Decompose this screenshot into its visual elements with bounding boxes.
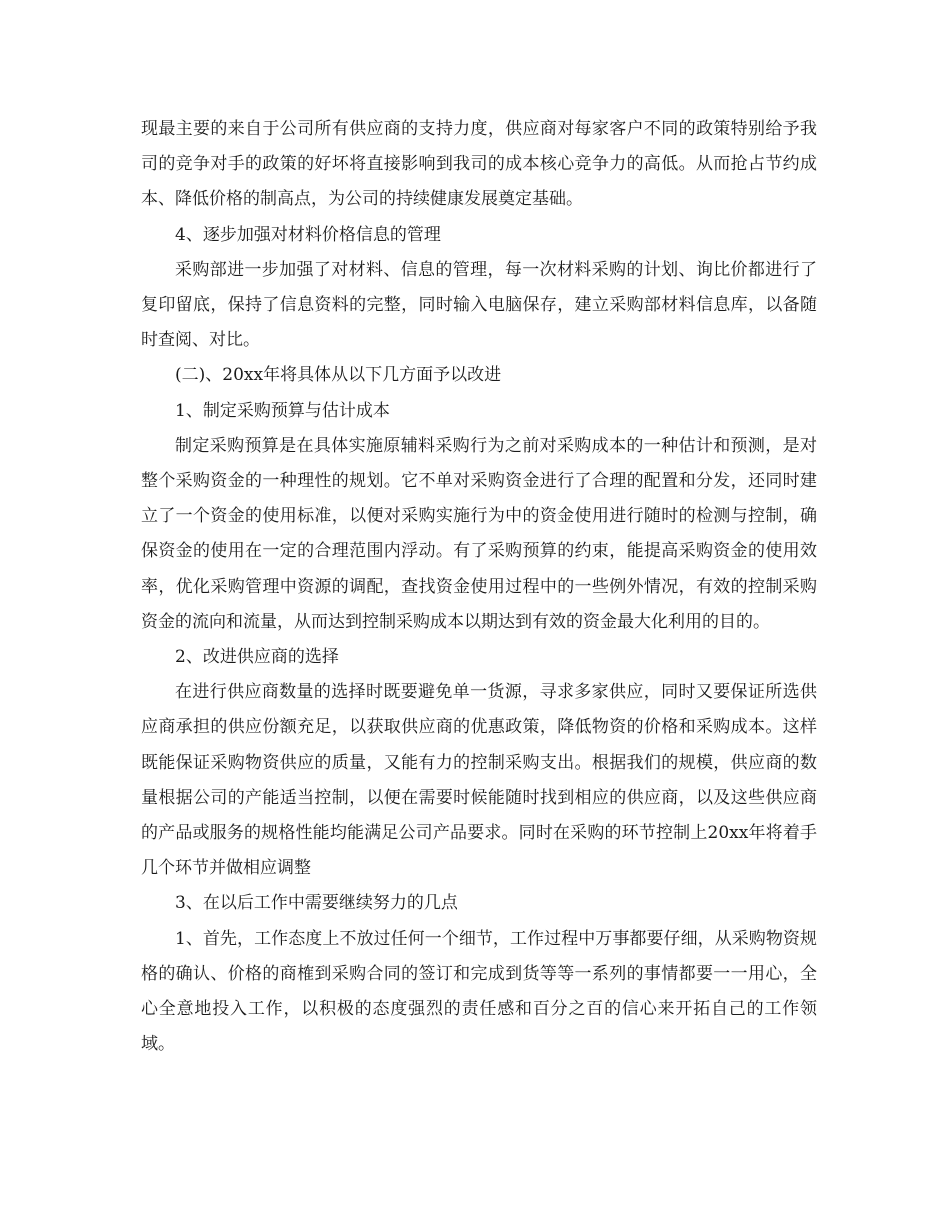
document-page <box>141 112 817 1062</box>
heading-budget: 1、制定采购预算与估计成本 <box>175 400 390 421</box>
heading-continued-effort: 3、在以后工作中需要继续努力的几点 <box>175 893 458 914</box>
paragraph-info-management: 采购部进一步加强了对材料、信息的管理，每一次材料采购的计划、询比价都进行了复印留底，保持了信息资料的完整，同时输入电脑保存，建立采购部材料信息库，以备随时查阅、对比。 <box>141 259 817 351</box>
heading-price-info-management: 4、逐步加强对材料价格信息的管理 <box>175 224 441 245</box>
paragraph-continuation: 现最主要的来自于公司所有供应商的支持力度，供应商对每家客户不同的政策特别给予我司的竞争对手的政策的好坏将直接影响到我司的成本核心竞争力的高低。从而抢占节约成本、降低价格的制高点，为公司的持续健康发展奠定基础。 <box>141 119 817 210</box>
heading-supplier-selection: 2、改进供应商的选择 <box>175 647 339 668</box>
paragraph-supplier-selection: 在进行供应商数量的选择时既要避免单一货源，寻求多家供应，同时又要保证所选供应商承担的供应份额充足，以获取供应商的优惠政策，降低物资的价格和采购成本。这样既能保证采购物资供应的质量，又能有力的控制采购支出。根据我们的规模，供应商的数量根据公司的产能适当控制，以便在需要时候能随时找到相应的供应商，以及这些供应商的产品或服务的规格性能均能满足公司产品要求。同时在采购的环节控制上20xx年将着手几个环节并做相应调整 <box>141 682 817 879</box>
paragraph-work-attitude: 1、首先，工作态度上不放过任何一个细节，工作过程中万事都要仔细，从采购物资规格的确认、价格的商榷到采购合同的签订和完成到货等等一系列的事情都要一一用心，全心全意地投入工作，以积极的态度强烈的责任感和百分之百的信心来开拓自己的工作领域。 <box>141 928 817 1055</box>
heading-improvements: (二)、20xx年将具体从以下几方面予以改进 <box>175 365 502 386</box>
paragraph-budget: 制定采购预算是在具体实施原辅料采购行为之前对采购成本的一种估计和预测，是对整个采购资金的一种理性的规划。它不单对采购资金进行了合理的配置和分发，还同时建立了一个资金的使用标准，以便对采购实施行为中的资金使用进行随时的检测与控制，确保资金的使用在一定的合理范围内浮动。有了采购预算的约束，能提高采购资金的使用效率，优化采购管理中资源的调配，查找资金使用过程中的一些例外情况，有效的控制采购资金的流向和流量，从而达到控制采购成本以期达到有效的资金最大化利用的目的。 <box>141 435 817 632</box>
